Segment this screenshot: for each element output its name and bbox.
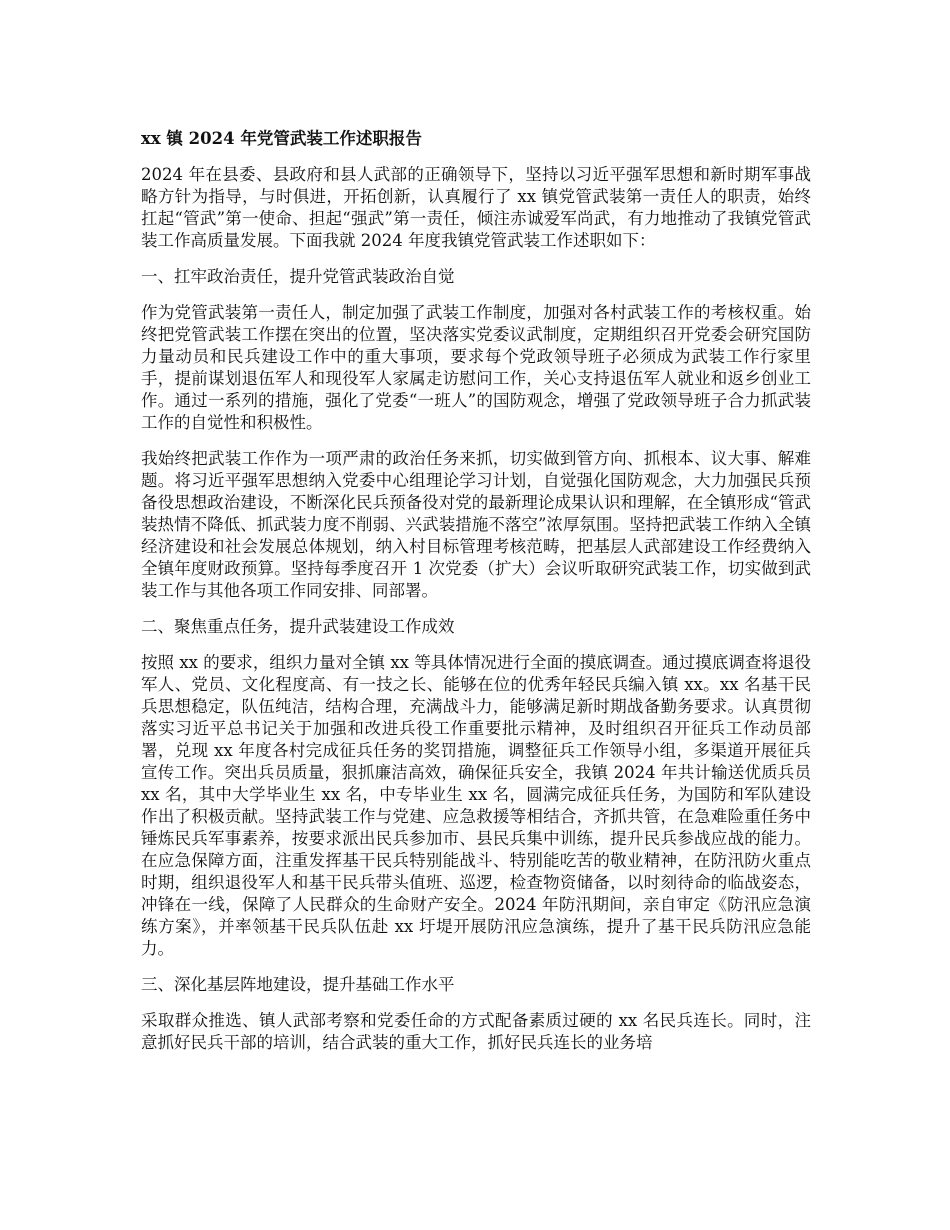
section-1-paragraph-2: 我始终把武装工作作为一项严肃的政治任务来抓，切实做到管方向、抓根本、议大事、解难题。将习近平强军思想纳入党委中心组理论学习计划，自觉强化国防观念，大力加强民兵预备役思想政治建设，不断深化民兵预备役对党的最新理论成果认识和理解，在全镇形成“管武装热情不降低、抓武装力度不削弱、兴武装措施不落空”浓厚氛围。坚持把武装工作纳入全镇经济建设和社会发展总体规划，纳入村目标管理考核范畴，把基层人武部建设工作经费纳入全镇年度财政预算。坚持每季度召开 1 次党委（扩大）会议听取研究武装工作，切实做到武装工作与其他各项工作同安排、同部署。 [141,449,811,600]
section-2-paragraph-1: 按照 xx 的要求，组织力量对全镇 xx 等具体情况进行全面的摸底调查。通过摸底调查将退役军人、党员、文化程度高、有一技之长、能够在位的优秀年轻民兵编入镇 xx。xx 名基干民兵思想稳定，队伍纯洁，结构合理，充满战斗力，能够满足新时期战备勤务要求。认真贯彻落实习近平总书记关于加强和改进兵役工作重要批示精神，及时组织召开征兵工作动员部署，兑现 xx 年度各村完成征兵任务的奖罚措施，调整征兵工作领导小组，多渠道开展征兵宣传工作。突出兵员质量，狠抓廉洁高效，确保征兵安全，我镇 2024 年共计输送优质兵员 xx 名，其中大学毕业生 xx 名，中专毕业生 xx 名，圆满完成征兵任务，为国防和军队建设作出了积极贡献。坚持武装工作与党建、应急救援等相结合，齐抓共管，在急难险重任务中锤炼民兵军事素养，按要求派出民兵参加市、县民兵集中训练，提升民兵参战应战的能力。在应急保障方面，注重发挥基干民兵特别能战斗、特别能吃苦的敬业精神，在防汛防火重点时期，组织退役军人和基干民兵带头值班、巡逻，检查物资储备，以时刻待命的临战姿态，冲锋在一线，保障了人民群众的生命财产安全。2024 年防汛期间，亲自审定《防汛应急演练方案》，并率领基干民兵队伍赴 xx 圩堤开展防汛应急演练，提升了基干民兵防汛应急能力。 [141,653,811,958]
section-1-paragraph-1: 作为党管武装第一责任人，制定加强了武装工作制度，加强对各村武装工作的考核权重。始终把党管武装工作摆在突出的位置，坚决落实党委议武制度，定期组织召开党委会研究国防力量动员和民兵建设工作中的重大事项，要求每个党政领导班子必须成为武装工作行家里手，提前谋划退伍军人和现役军人家属走访慰问工作，关心支持退伍军人就业和返乡创业工作。通过一系列的措施，强化了党委“一班人”的国防观念，增强了党政领导班子合力抓武装工作的自觉性和积极性。 [141,303,811,432]
intro-paragraph: 2024 年在县委、县政府和县人武部的正确领导下，坚持以习近平强军思想和新时期军事战略方针为指导，与时俱进，开拓创新，认真履行了 xx 镇党管武装第一责任人的职责，始终扛起“管武”第一使命、担起“强武”第一责任，倾注赤诚爱军尚武，有力地推动了我镇党管武装工作高质量发展。下面我就 2024 年度我镇党管武装工作述职如下： [141,165,811,250]
section-2-heading: 二、聚焦重点任务，提升武装建设工作成效 [141,617,455,636]
document-title: xx 镇 2024 年党管武装工作述职报告 [141,129,422,148]
section-1-heading: 一、扛牢政治责任，提升党管武装政治自觉 [141,267,455,286]
section-3-heading: 三、深化基层阵地建设，提升基础工作水平 [141,975,455,994]
document-page [141,128,811,1068]
section-3-paragraph-1: 采取群众推选、镇人武部考察和党委任命的方式配备素质过硬的 xx 名民兵连长。同时，注意抓好民兵干部的培训，结合武装的重大工作，抓好民兵连长的业务培 [141,1011,811,1052]
